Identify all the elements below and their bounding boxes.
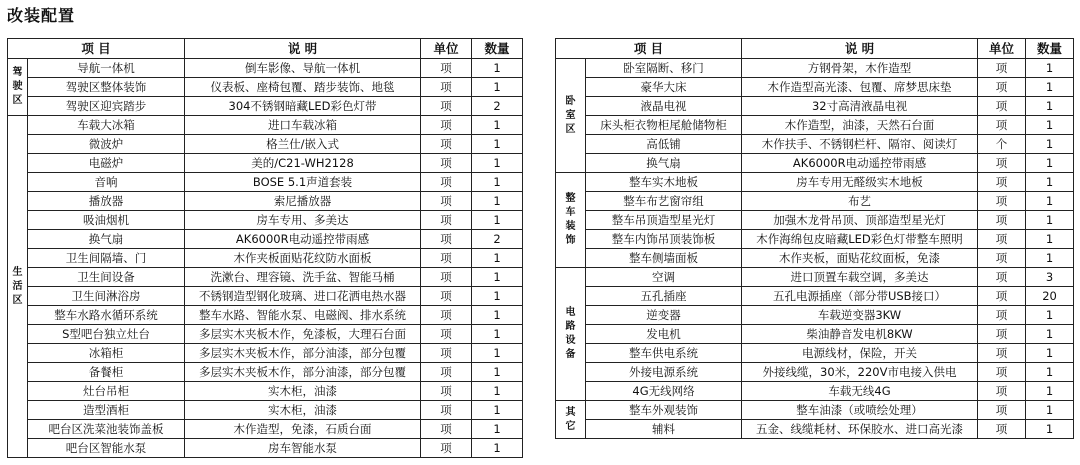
item-cell: 播放器 — [28, 192, 185, 211]
item-cell: 造型酒柜 — [28, 401, 185, 420]
item-cell: 冰箱柜 — [28, 344, 185, 363]
qty-cell: 1 — [1026, 249, 1074, 268]
item-cell: 整车布艺窗帘组 — [586, 192, 742, 211]
unit-cell: 项 — [421, 420, 472, 439]
unit-cell: 项 — [978, 420, 1026, 439]
qty-cell: 1 — [472, 78, 523, 97]
desc-cell: 进口顶置车载空调，多美达 — [742, 268, 978, 287]
qty-cell: 1 — [472, 249, 523, 268]
qty-cell: 3 — [1026, 268, 1074, 287]
unit-cell: 项 — [421, 287, 472, 306]
desc-cell: 木作海绵包皮暗藏LED彩色灯带整车照明 — [742, 230, 978, 249]
table-header-row — [8, 39, 523, 59]
table-row — [556, 306, 1074, 325]
desc-cell: 加强木龙骨吊顶、顶部造型星光灯 — [742, 211, 978, 230]
desc-cell: 木作扶手、不锈钢栏杆、隔帘、阅读灯 — [742, 135, 978, 154]
qty-cell: 1 — [1026, 97, 1074, 116]
table-row — [556, 230, 1074, 249]
unit-cell: 项 — [978, 230, 1026, 249]
desc-cell: 房车智能水泵 — [185, 439, 421, 458]
desc-cell: 多层实木夹板木作，部分油漆，部分包覆 — [185, 344, 421, 363]
qty-cell: 1 — [1026, 420, 1074, 439]
unit-cell: 项 — [978, 268, 1026, 287]
unit-cell: 项 — [978, 382, 1026, 401]
table-row — [556, 287, 1074, 306]
item-cell: 整车供电系统 — [586, 344, 742, 363]
item-cell: 液晶电视 — [586, 97, 742, 116]
unit-cell: 项 — [978, 325, 1026, 344]
qty-cell: 1 — [472, 420, 523, 439]
table-row — [8, 173, 523, 192]
zone-label — [556, 401, 586, 439]
desc-cell: 木作造型高光漆、包覆、席梦思床垫 — [742, 78, 978, 97]
item-cell: 卫生间隔墙、门 — [28, 249, 185, 268]
desc-cell: 仪表板、座椅包覆、踏步装饰、地毯 — [185, 78, 421, 97]
table-row — [8, 344, 523, 363]
table-row — [556, 382, 1074, 401]
item-cell: 电磁炉 — [28, 154, 185, 173]
table-row — [556, 173, 1074, 192]
item-cell: 换气扇 — [586, 154, 742, 173]
desc-cell: 五金、线缆耗材、环保胶水、进口高光漆 — [742, 420, 978, 439]
qty-cell: 1 — [472, 287, 523, 306]
unit-cell: 项 — [978, 192, 1026, 211]
qty-cell: 1 — [1026, 192, 1074, 211]
qty-cell: 1 — [1026, 325, 1074, 344]
qty-cell: 1 — [1026, 59, 1074, 78]
unit-cell: 项 — [978, 306, 1026, 325]
item-cell: 整车水路水循环系统 — [28, 306, 185, 325]
unit-cell: 项 — [978, 249, 1026, 268]
item-cell: 驾驶区整体装饰 — [28, 78, 185, 97]
unit-cell: 项 — [978, 116, 1026, 135]
unit-cell: 项 — [978, 401, 1026, 420]
desc-cell: 美的/C21-WH2128 — [185, 154, 421, 173]
unit-cell: 项 — [421, 211, 472, 230]
item-cell: 外接电源系统 — [586, 363, 742, 382]
item-cell: 换气扇 — [28, 230, 185, 249]
table-row — [8, 59, 523, 78]
header-unit: 单位 — [978, 39, 1026, 59]
qty-cell: 1 — [472, 325, 523, 344]
table-row — [556, 154, 1074, 173]
unit-cell: 项 — [421, 78, 472, 97]
unit-cell: 项 — [421, 344, 472, 363]
qty-cell: 1 — [1026, 306, 1074, 325]
item-cell: 发电机 — [586, 325, 742, 344]
table-row — [8, 287, 523, 306]
desc-cell: 电源线材，保险，开关 — [742, 344, 978, 363]
unit-cell: 项 — [421, 249, 472, 268]
item-cell: 灶台吊柜 — [28, 382, 185, 401]
qty-cell: 1 — [472, 268, 523, 287]
qty-cell: 1 — [1026, 154, 1074, 173]
unit-cell: 项 — [978, 211, 1026, 230]
header-unit: 单位 — [421, 39, 472, 59]
unit-cell: 项 — [978, 363, 1026, 382]
desc-cell: 倒车影像、导航一体机 — [185, 59, 421, 78]
desc-cell: 外接线缆，30米，220V市电接入供电 — [742, 363, 978, 382]
qty-cell: 1 — [1026, 401, 1074, 420]
desc-cell: AK6000R电动遥控带雨感 — [185, 230, 421, 249]
unit-cell: 项 — [421, 97, 472, 116]
unit-cell: 项 — [421, 116, 472, 135]
zone-label-text: 驾驶区 — [12, 67, 23, 106]
table-row — [556, 78, 1074, 97]
desc-cell: 304不锈钢暗藏LED彩色灯带 — [185, 97, 421, 116]
table-header-row — [556, 39, 1074, 59]
desc-cell: 实木柜，油漆 — [185, 401, 421, 420]
desc-cell: 实木柜，油漆 — [185, 382, 421, 401]
item-cell: 吸油烟机 — [28, 211, 185, 230]
desc-cell: 木作夹板面贴花纹防水面板 — [185, 249, 421, 268]
table-row — [8, 401, 523, 420]
item-cell: 卫生间淋浴房 — [28, 287, 185, 306]
item-cell: 床头柜衣物柜尾舱储物柜 — [586, 116, 742, 135]
header-qty: 数量 — [472, 39, 523, 59]
unit-cell: 项 — [978, 97, 1026, 116]
unit-cell: 项 — [421, 192, 472, 211]
desc-cell: 不锈钢造型钢化玻璃、进口花洒电热水器 — [185, 287, 421, 306]
zone-label-text: 整车装饰 — [565, 193, 576, 246]
desc-cell: 车载逆变器3KW — [742, 306, 978, 325]
qty-cell: 2 — [472, 97, 523, 116]
unit-cell: 项 — [421, 154, 472, 173]
desc-cell: 木作造型，油漆，天然石台面 — [742, 116, 978, 135]
qty-cell: 1 — [472, 173, 523, 192]
qty-cell: 1 — [472, 211, 523, 230]
unit-cell: 项 — [421, 401, 472, 420]
table-row — [556, 420, 1074, 439]
table-row — [556, 116, 1074, 135]
item-cell: 整车内饰吊顶装饰板 — [586, 230, 742, 249]
item-cell: 吧台区洗菜池装饰盖板 — [28, 420, 185, 439]
item-cell: 导航一体机 — [28, 59, 185, 78]
item-cell: 整车侧墙面板 — [586, 249, 742, 268]
qty-cell: 1 — [1026, 173, 1074, 192]
qty-cell: 1 — [472, 439, 523, 458]
item-cell: 空调 — [586, 268, 742, 287]
item-cell: 车载大冰箱 — [28, 116, 185, 135]
page-title: 改装配置 — [7, 6, 76, 25]
qty-cell: 1 — [1026, 78, 1074, 97]
table-row — [556, 97, 1074, 116]
item-cell: 吧台区智能水泵 — [28, 439, 185, 458]
unit-cell: 项 — [978, 154, 1026, 173]
desc-cell: 柴油静音发电机8KW — [742, 325, 978, 344]
table-row — [556, 363, 1074, 382]
item-cell: 备餐柜 — [28, 363, 185, 382]
unit-cell: 项 — [421, 382, 472, 401]
zone-label-text: 生活区 — [12, 266, 23, 306]
qty-cell: 20 — [1026, 287, 1074, 306]
qty-cell: 1 — [472, 192, 523, 211]
unit-cell: 项 — [421, 173, 472, 192]
table-row — [8, 211, 523, 230]
table-row — [8, 230, 523, 249]
table-row — [8, 306, 523, 325]
unit-cell: 项 — [978, 59, 1026, 78]
desc-cell: 木作夹板，面贴花纹面板，免漆 — [742, 249, 978, 268]
table-row — [8, 116, 523, 135]
zone-label — [556, 59, 586, 173]
desc-cell: BOSE 5.1声道套装 — [185, 173, 421, 192]
table-row — [8, 154, 523, 173]
zone-label — [8, 59, 28, 116]
table-row — [556, 344, 1074, 363]
item-cell: 辅料 — [586, 420, 742, 439]
table-row — [8, 135, 523, 154]
desc-cell: 五孔电源插座（部分带USB接口） — [742, 287, 978, 306]
desc-cell: 进口车载冰箱 — [185, 116, 421, 135]
table-row — [556, 192, 1074, 211]
unit-cell: 项 — [978, 173, 1026, 192]
qty-cell: 1 — [472, 306, 523, 325]
table-row — [8, 420, 523, 439]
qty-cell: 1 — [472, 135, 523, 154]
header-item: 项 目 — [8, 39, 185, 59]
desc-cell: 房车专用、多美达 — [185, 211, 421, 230]
desc-cell: 整车油漆（或喷绘处理） — [742, 401, 978, 420]
qty-cell: 1 — [472, 59, 523, 78]
unit-cell: 项 — [978, 344, 1026, 363]
table-row — [556, 268, 1074, 287]
table-row — [556, 325, 1074, 344]
zone-label — [8, 116, 28, 458]
desc-cell: 32寸高清液晶电视 — [742, 97, 978, 116]
header-desc: 说 明 — [742, 39, 978, 59]
unit-cell: 项 — [978, 78, 1026, 97]
desc-cell: 索尼播放器 — [185, 192, 421, 211]
unit-cell: 项 — [978, 287, 1026, 306]
item-cell: 卫生间设备 — [28, 268, 185, 287]
table-row — [8, 97, 523, 116]
desc-cell: AK6000R电动遥控带雨感 — [742, 154, 978, 173]
desc-cell: 方钢骨架，木作造型 — [742, 59, 978, 78]
item-cell: 逆变器 — [586, 306, 742, 325]
item-cell: 五孔插座 — [586, 287, 742, 306]
qty-cell: 1 — [472, 344, 523, 363]
item-cell: 微波炉 — [28, 135, 185, 154]
qty-cell: 1 — [1026, 382, 1074, 401]
unit-cell: 项 — [421, 325, 472, 344]
desc-cell: 多层实木夹板木作，免漆板，大理石台面 — [185, 325, 421, 344]
qty-cell: 1 — [472, 401, 523, 420]
qty-cell: 2 — [472, 230, 523, 249]
table-row — [8, 325, 523, 344]
item-cell: 音响 — [28, 173, 185, 192]
desc-cell: 洗漱台、理容镜、洗手盆、智能马桶 — [185, 268, 421, 287]
table-row — [8, 439, 523, 458]
item-cell: S型吧台独立灶台 — [28, 325, 185, 344]
zone-label — [556, 173, 586, 268]
qty-cell: 1 — [1026, 211, 1074, 230]
zone-label — [556, 268, 586, 401]
right-config-table — [555, 38, 1074, 439]
zone-label-text: 电路设备 — [565, 307, 576, 360]
qty-cell: 1 — [472, 116, 523, 135]
table-row — [556, 249, 1074, 268]
table-row — [8, 268, 523, 287]
item-cell: 4G无线网络 — [586, 382, 742, 401]
item-cell: 卧室隔断、移门 — [586, 59, 742, 78]
desc-cell: 木作造型，免漆，石质台面 — [185, 420, 421, 439]
left-config-table — [7, 38, 523, 458]
zone-label-text: 其它 — [565, 406, 576, 432]
unit-cell: 项 — [421, 363, 472, 382]
desc-cell: 格兰仕/嵌入式 — [185, 135, 421, 154]
desc-cell: 整车水路、智能水泵、电磁阀、排水系统 — [185, 306, 421, 325]
qty-cell: 1 — [472, 154, 523, 173]
table-row — [556, 135, 1074, 154]
item-cell: 整车吊顶造型星光灯 — [586, 211, 742, 230]
table-row — [556, 211, 1074, 230]
item-cell: 驾驶区迎宾踏步 — [28, 97, 185, 116]
table-row — [8, 382, 523, 401]
qty-cell: 1 — [1026, 344, 1074, 363]
desc-cell: 车载无线4G — [742, 382, 978, 401]
header-item: 项 目 — [556, 39, 742, 59]
desc-cell: 布艺 — [742, 192, 978, 211]
item-cell: 高低铺 — [586, 135, 742, 154]
desc-cell: 多层实木夹板木作，部分油漆，部分包覆 — [185, 363, 421, 382]
qty-cell: 1 — [472, 363, 523, 382]
unit-cell: 项 — [421, 306, 472, 325]
header-qty: 数量 — [1026, 39, 1074, 59]
unit-cell: 项 — [421, 439, 472, 458]
unit-cell: 个 — [978, 135, 1026, 154]
zone-label-text: 卧室区 — [565, 95, 576, 135]
table-row — [556, 401, 1074, 420]
qty-cell: 1 — [1026, 135, 1074, 154]
item-cell: 豪华大床 — [586, 78, 742, 97]
unit-cell: 项 — [421, 230, 472, 249]
qty-cell: 1 — [1026, 116, 1074, 135]
qty-cell: 1 — [1026, 230, 1074, 249]
table-row — [8, 363, 523, 382]
qty-cell: 1 — [1026, 363, 1074, 382]
table-row — [8, 192, 523, 211]
item-cell: 整车实木地板 — [586, 173, 742, 192]
unit-cell: 项 — [421, 135, 472, 154]
header-desc: 说 明 — [185, 39, 421, 59]
unit-cell: 项 — [421, 268, 472, 287]
desc-cell: 房车专用无醛级实木地板 — [742, 173, 978, 192]
table-row — [556, 59, 1074, 78]
qty-cell: 1 — [472, 382, 523, 401]
unit-cell: 项 — [421, 59, 472, 78]
table-row — [8, 249, 523, 268]
item-cell: 整车外观装饰 — [586, 401, 742, 420]
table-row — [8, 78, 523, 97]
